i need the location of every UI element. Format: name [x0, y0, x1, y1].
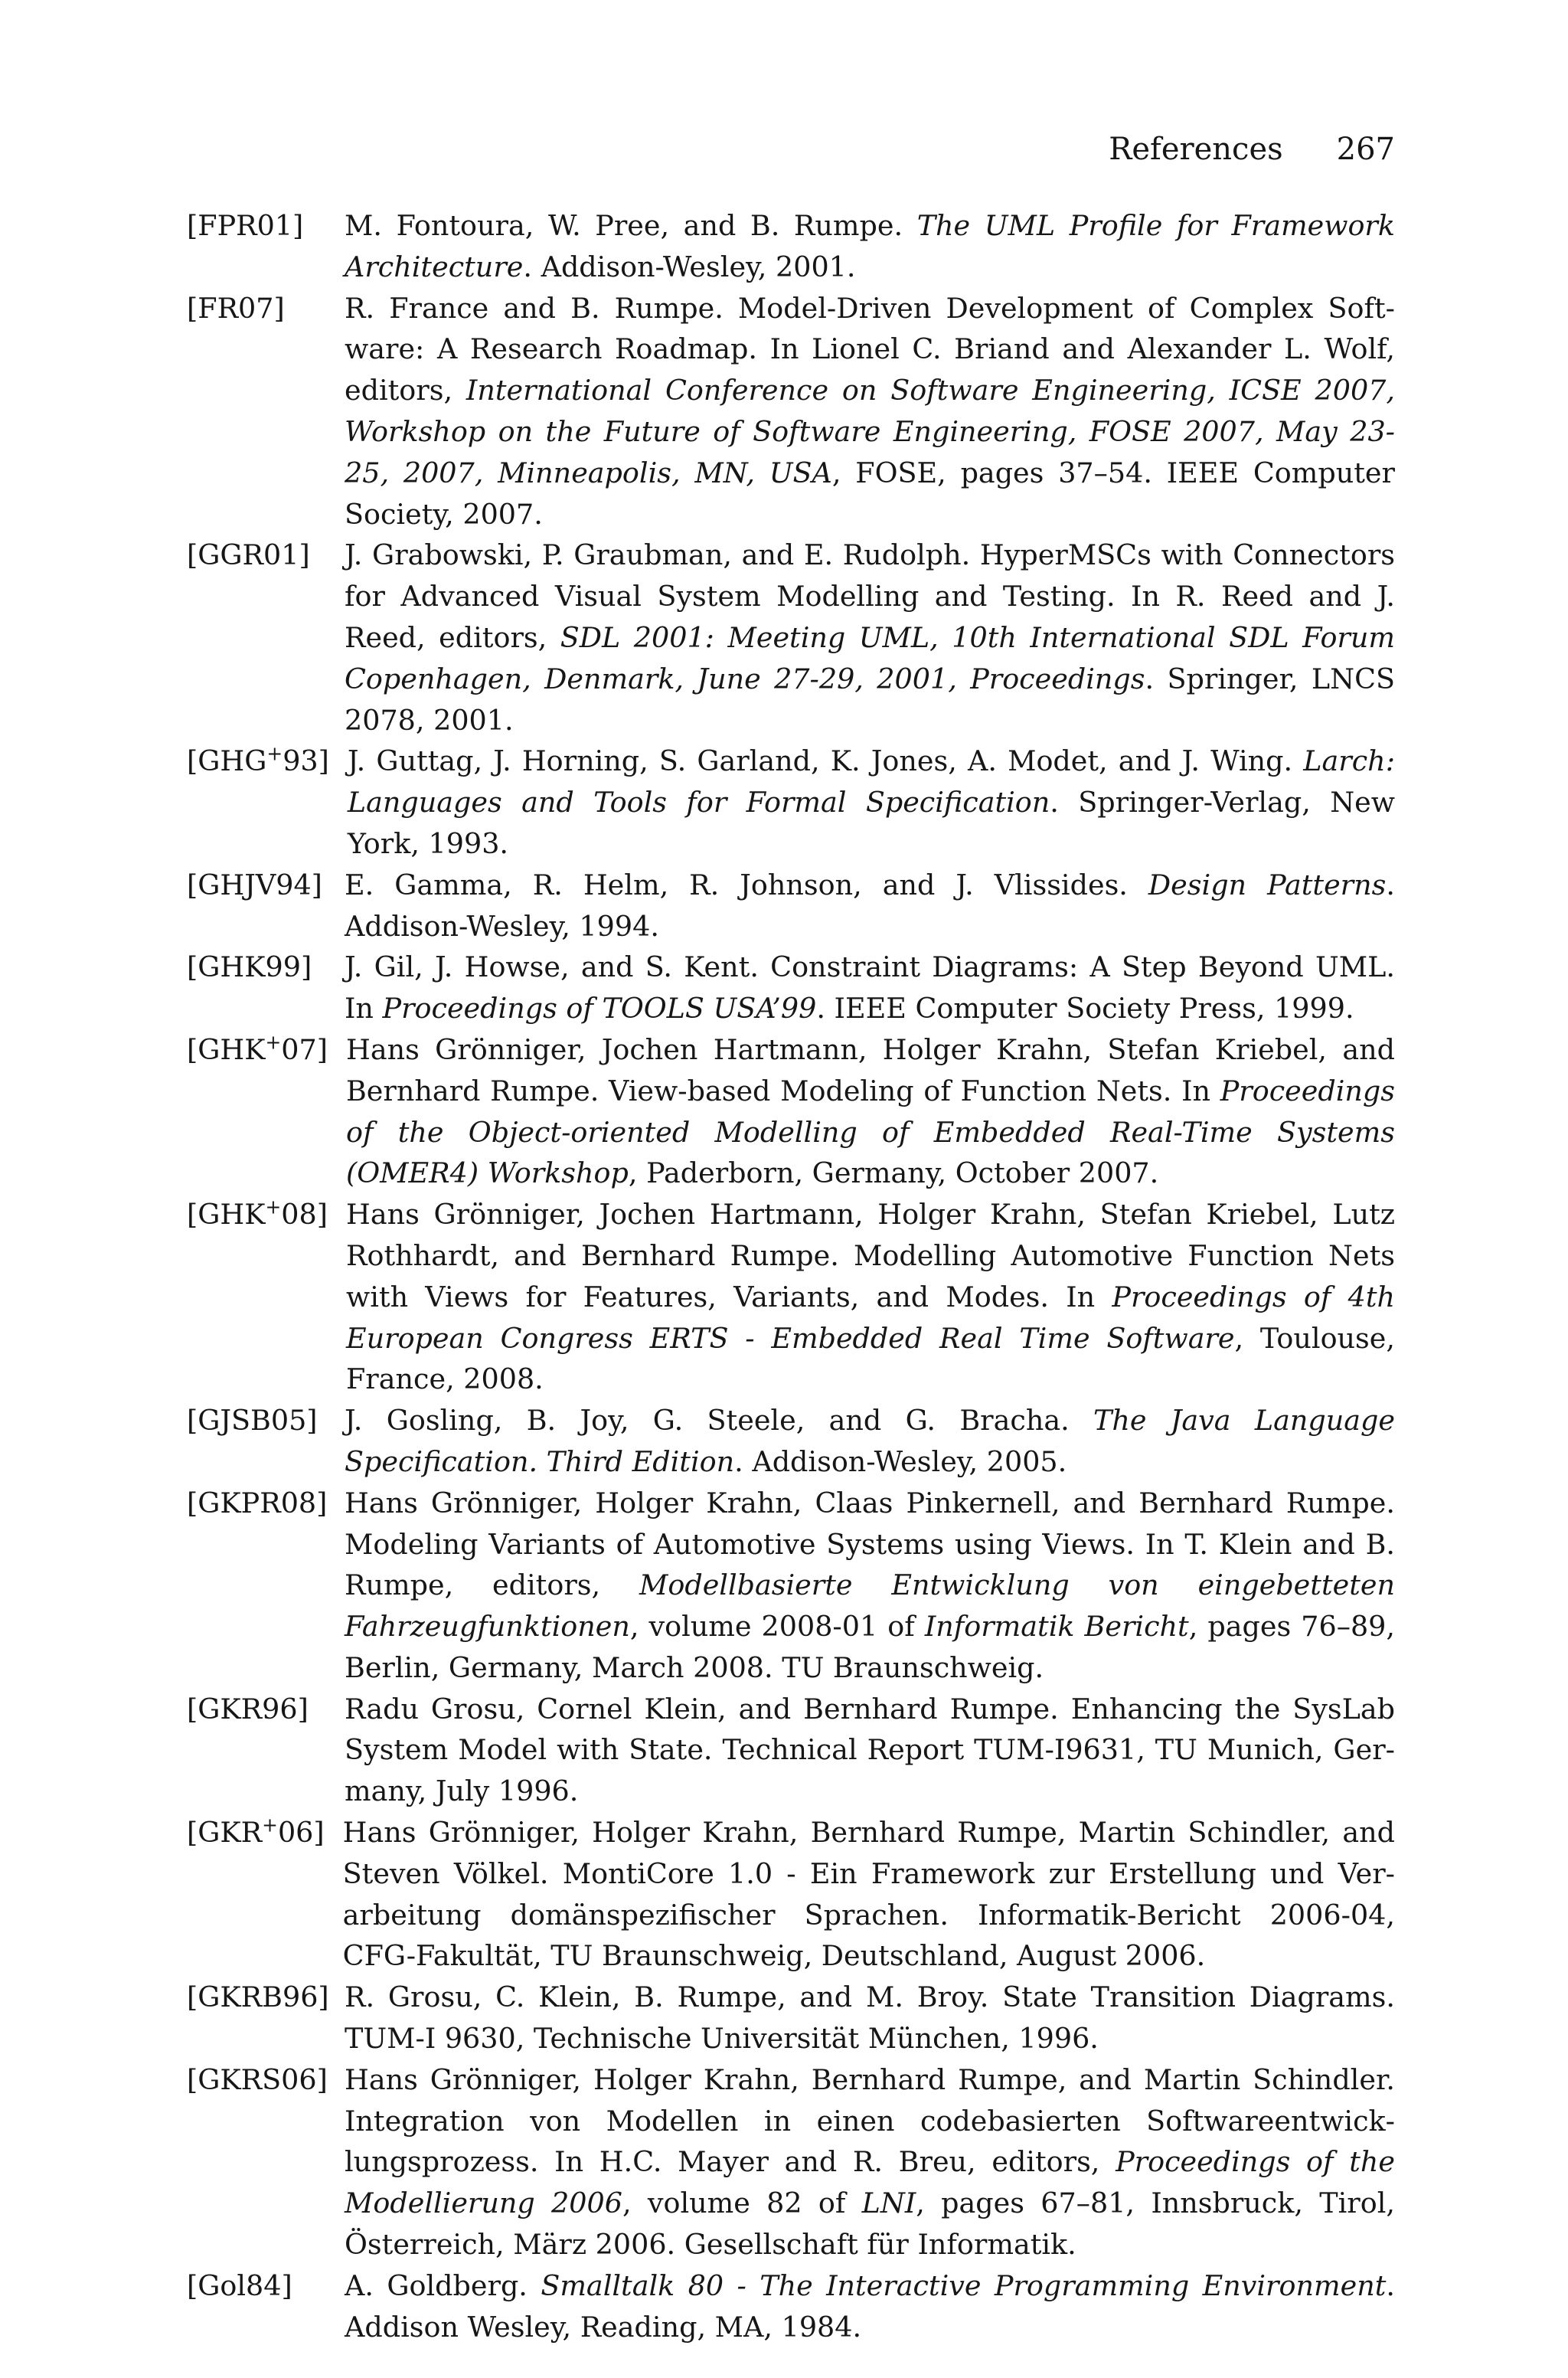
reference-text: R. France and B. Rumpe. Model-Driven Development of Complex Software: A Research Roadmap. In Lionel C. Briand and Alexander L. Wolf, editors, International Conference on Software Engineering, ICSE 2007, Workshop on the Future of Software Engineering, FOSE 2007, May 23-25, 2007, Minneapolis, MN, USA, FOSE, pages 37–54. IEEE Computer Society, 2007.: [345, 291, 1395, 531]
reference-entry: [187, 535, 1395, 741]
reference-key: [GKRS06]: [187, 2062, 328, 2096]
reference-text: J. Grabowski, P. Graubman, and E. Rudolph. HyperMSCs with Connectors for Advanced Visual System Modelling and Testing. In R. Reed and J. Reed, editors, SDL 2001: Meeting UML, 10th International SDL Forum Copenhagen, Denmark, June 27-29, 2001, Proceedings. Springer, LNCS 2078, 2001.: [345, 538, 1396, 737]
reference-entry: [187, 1689, 1395, 1812]
running-head: [187, 130, 1395, 168]
reference-text: Hans Grönniger, Holger Krahn, Claas Pinkernell, and Bernhard Rumpe. Modeling Variants of Automotive Systems using Views. In T. Klein and B. Rumpe, editors, Modellbasierte Entwicklung von eingebetteten Fahrzeugfunktionen, volume 2008-01 of Informatik Bericht, pages 76–89, Berlin, Germany, March 2008. TU Braunschweig.: [345, 1486, 1395, 1684]
reference-list: [187, 205, 1395, 2347]
reference-key: [FR07]: [187, 291, 285, 325]
reference-text: Radu Grosu, Cornel Klein, and Bernhard Rumpe. Enhancing the SysLab System Model with State. Technical Report TUM-I9631, TU Munich, Germany, July 1996.: [345, 1692, 1395, 1808]
reference-text: Hans Grönniger, Jochen Hartmann, Holger Krahn, Stefan Kriebel, and Bernhard Rumpe. View-based Modeling of Function Nets. In Proceedings of the Object-oriented Modelling of Embedded Real-Time Systems (OMER4) Workshop, Paderborn, Germany, October 2007.: [345, 1032, 1395, 1190]
reference-key: [GHG+93]: [187, 742, 329, 778]
reference-key: [GKR96]: [187, 1692, 309, 1725]
reference-entry: [187, 288, 1395, 535]
section-title: References: [1109, 132, 1283, 167]
reference-key: [GJSB05]: [187, 1404, 318, 1438]
reference-entry: [187, 1400, 1395, 1483]
reference-key: [GKRB96]: [187, 1981, 329, 2014]
reference-text: Hans Grönniger, Holger Krahn, Bernhard Rumpe, Martin Schindler, and Steven Völkel. MontiCore 1.0 - Ein Framework zur Erstellung und Verarbeitung domänspezifischer Sprachen. Informatik-Bericht 2006-04, CFG-Fakultät, TU Braunschweig, Deutschland, August 2006.: [342, 1816, 1395, 1973]
reference-key: [GHK+07]: [187, 1031, 328, 1066]
reference-key: [Gol84]: [187, 2268, 292, 2302]
reference-text: J. Guttag, J. Horning, S. Garland, K. Jones, A. Modet, and J. Wing. Larch: Languages and Tools for Formal Specification. Springer-Verlag, New York, 1993.: [347, 744, 1395, 860]
reference-entry: [187, 1029, 1395, 1194]
page-number: 267: [1336, 132, 1395, 167]
reference-entry: [187, 1194, 1395, 1400]
reference-key: [GHK99]: [187, 950, 312, 984]
reference-text: J. Gil, J. Howse, and S. Kent. Constraint Diagrams: A Step Beyond UML. In Proceedings of TOOLS USA’99. IEEE Computer Society Press, 1999.: [345, 950, 1395, 1025]
reference-entry: [187, 2265, 1395, 2348]
reference-key: [GKPR08]: [187, 1486, 328, 1519]
reference-text: E. Gamma, R. Helm, R. Johnson, and J. Vlissides. Design Patterns. Addison-Wesley, 1994.: [345, 868, 1395, 943]
reference-entry: [187, 2059, 1395, 2265]
reference-entry: [187, 947, 1395, 1029]
reference-entry: [187, 1812, 1395, 1977]
reference-entry: [187, 205, 1395, 288]
reference-key: [FPR01]: [187, 209, 304, 242]
reference-key: [GHJV94]: [187, 868, 322, 901]
reference-text: J. Gosling, B. Joy, G. Steele, and G. Bracha. The Java Language Specification. Third Edition. Addison-Wesley, 2005.: [345, 1404, 1395, 1478]
reference-key: [GGR01]: [187, 538, 310, 572]
reference-text: Hans Grönniger, Holger Krahn, Bernhard Rumpe, and Martin Schindler. Integration von Modellen in einen codebasierten Softwareentwicklungsprozess. In H.C. Mayer and R. Breu, editors, Proceedings of the Modellierung 2006, volume 82 of LNI, pages 67–81, Innsbruck, Tirol, Österreich, März 2006. Gesellschaft für Informatik.: [345, 2062, 1395, 2262]
reference-entry: [187, 1977, 1395, 2059]
reference-text: R. Grosu, C. Klein, B. Rumpe, and M. Broy. State Transition Diagrams. TUM-I 9630, Technische Universität München, 1996.: [345, 1981, 1395, 2056]
reference-entry: [187, 1483, 1395, 1689]
reference-key: [GKR+06]: [187, 1814, 325, 1850]
reference-entry: [187, 741, 1395, 864]
reference-text: M. Fontoura, W. Pree, and B. Rumpe. The UML Profile for Framework Architecture. Addison-Wesley, 2001.: [345, 209, 1395, 283]
reference-key: [GHK+08]: [187, 1196, 328, 1232]
reference-text: Hans Grönniger, Jochen Hartmann, Holger Krahn, Stefan Kriebel, Lutz Rothhardt, and Bernhard Rumpe. Modelling Automotive Function Nets with Views for Features, Variants, and Modes. In Proceedings of 4th European Congress ERTS - Embedded Real Time Software, Toulouse, France, 2008.: [345, 1198, 1395, 1396]
reference-entry: [187, 865, 1395, 947]
reference-text: A. Goldberg. Smalltalk 80 - The Interactive Programming Environment. Addison Wesley, Reading, MA, 1984.: [345, 2268, 1395, 2344]
